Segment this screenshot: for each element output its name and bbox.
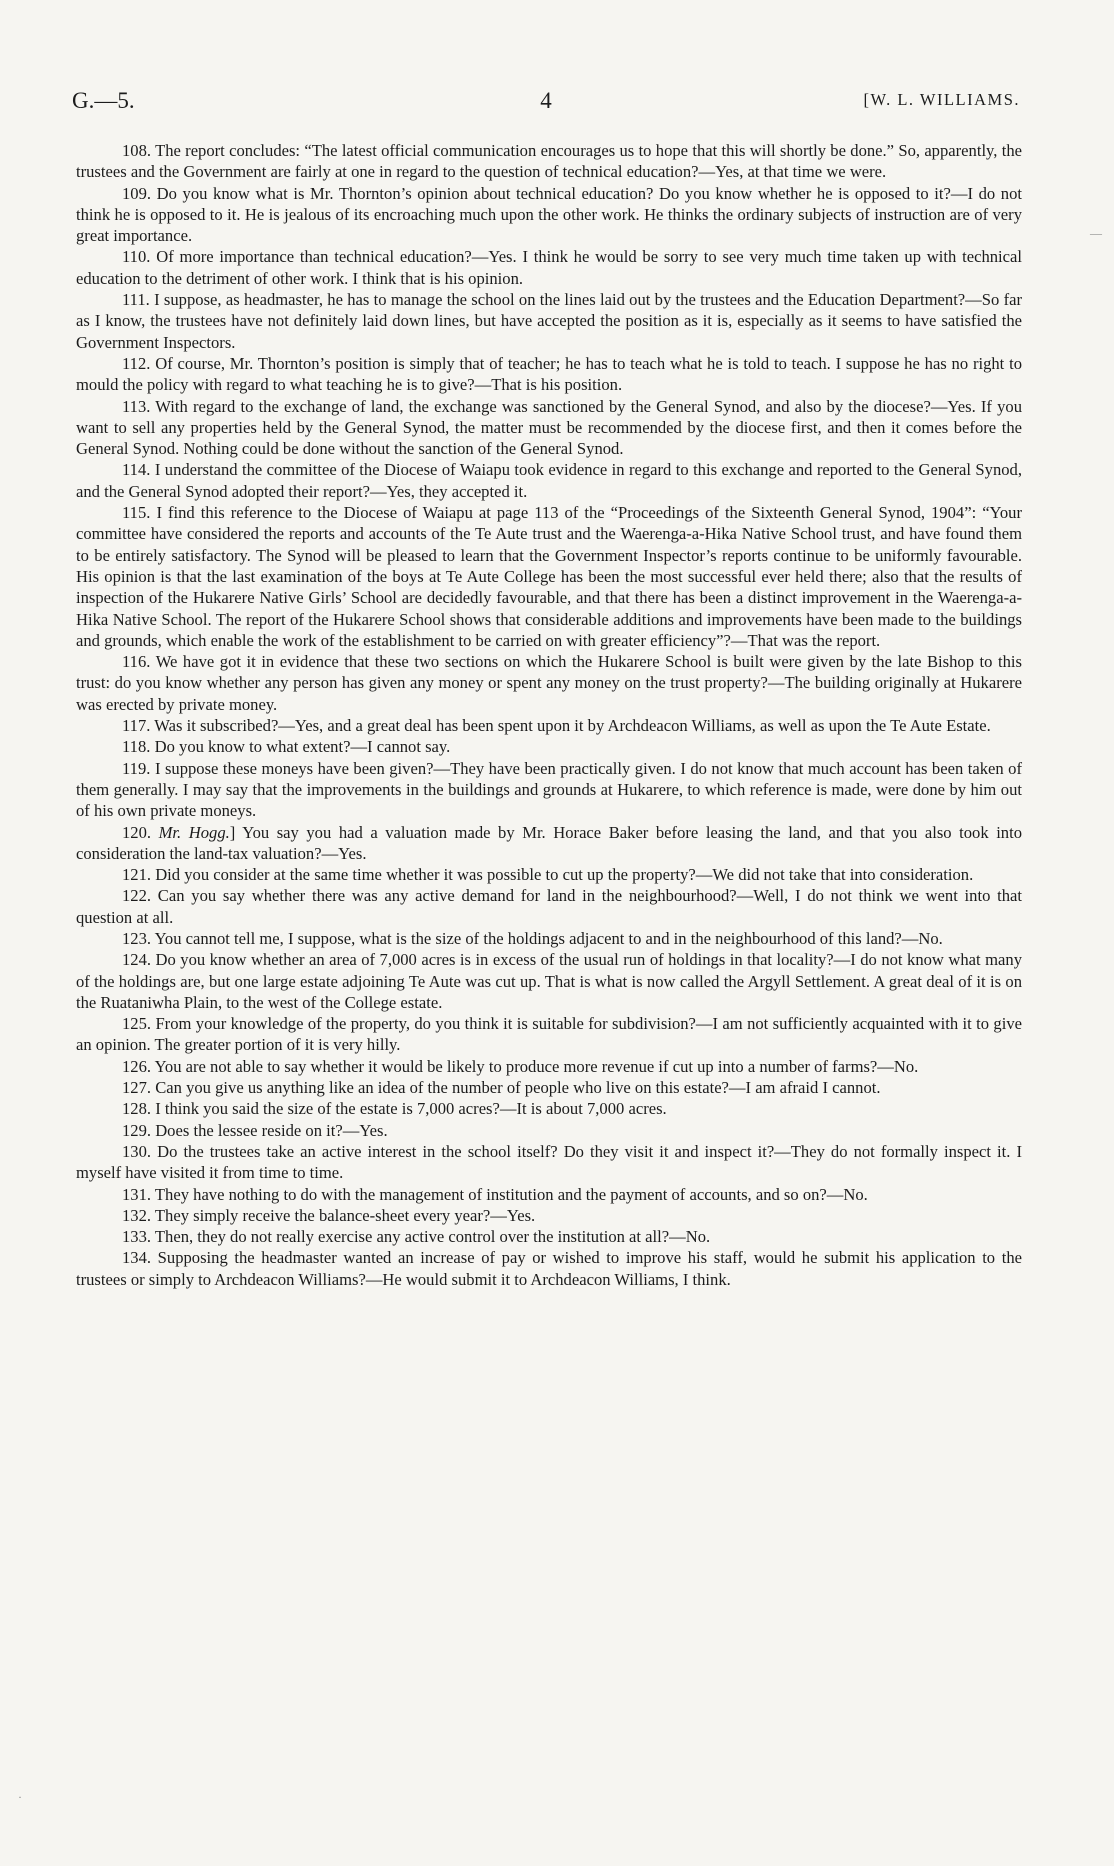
question-number: 133.: [122, 1227, 152, 1247]
paragraph-text: Supposing the headmaster wanted an increase of pay or wished to improve his staff, would he submit his application to the trustees or simply to Archdeacon Williams?—He would submit it to Archdeacon Williams, I think.: [76, 1248, 1022, 1289]
paragraph: [76, 353, 1022, 396]
paragraph: [76, 715, 1022, 736]
question-number: 124.: [122, 950, 152, 970]
paragraph-text: They simply receive the balance-sheet every year?—Yes.: [154, 1205, 536, 1225]
paragraph: [76, 1141, 1022, 1184]
paragraph: [76, 1013, 1022, 1056]
paragraph: [76, 1226, 1022, 1247]
question-number: 116.: [122, 652, 151, 672]
paragraph-text: I understand the committee of the Diocese of Waiapu took evidence in regard to this exchange and reported to the General Synod, and the General Synod adopted their report?—Yes, they accepted it.: [76, 460, 1022, 501]
paragraph-text: Of course, Mr. Thornton’s position is simply that of teacher; he has to teach what he is told to teach. I suppose he has no right to mould the policy with regard to what teaching he is to give?—That is his position.: [76, 353, 1022, 395]
page-number: 4: [540, 88, 552, 113]
question-number: 117.: [122, 716, 151, 736]
paragraph-text: I suppose, as headmaster, he has to manage the school on the lines laid out by the trustees and the Education Department?—So far as I know, the trustees have not definitely laid down lines, but have accepted the position as it is, especially as it seems to have satisfied the Government Inspectors.: [76, 290, 1022, 352]
question-number: 129.: [122, 1120, 152, 1140]
paragraph-text: Do you know to what extent?—I cannot say.: [154, 737, 451, 757]
question-number: 125.: [122, 1014, 152, 1034]
paragraph: [76, 1205, 1022, 1226]
paragraph-text: Of more importance than technical education?—Yes. I think he would be sorry to see very much time taken up with technical education to the detriment of other work. I think that is his opinion.: [76, 247, 1022, 288]
paragraph-text: You are not able to say whether it would be likely to produce more revenue if cut up into a number of farms?—No.: [154, 1056, 919, 1076]
question-number: 114.: [122, 460, 151, 480]
question-number: 118.: [122, 737, 151, 757]
paragraph-text: Do the trustees take an active interest in the school itself? Do they visit it and inspect it?—They do not formally inspect it. I myself have visited it from time to time.: [76, 1141, 1022, 1183]
speaker-name: Mr. Hogg.: [158, 822, 230, 842]
paragraph: [76, 822, 1022, 865]
page-header: [72, 88, 1020, 118]
paragraph-text: The report concludes: “The latest official communication encourages us to hope that this will shortly be done.” So, apparently, the trustees and the Government are fairly at one in regard to the question of technical education?—Yes, at that time we were.: [76, 141, 1022, 182]
question-number: 123.: [122, 928, 152, 948]
paragraph: [76, 864, 1022, 885]
paragraph: [76, 651, 1022, 715]
question-number: 112.: [122, 353, 151, 373]
question-number: 130.: [122, 1141, 152, 1161]
paragraph: [76, 1056, 1022, 1077]
paragraph: [76, 140, 1022, 183]
paragraph-text: Did you consider at the same time whether it was possible to cut up the property?—We did not take that into consideration.: [155, 865, 974, 885]
paragraph: [76, 758, 1022, 822]
page-reference: G.—5.: [72, 88, 135, 113]
paragraph-text: Do you know whether an area of 7,000 acres is in excess of the usual run of holdings in that locality?—I do not know what many of the holdings are, but one large estate adjoining Te Aute was cut up. That is what is now called the Argyll Settlement. A great deal of it is on the Ruataniwha Plain, to the west of the College estate.: [76, 950, 1022, 1012]
paragraph-text: You cannot tell me, I suppose, what is the size of the holdings adjacent to and in the neighbourhood of this land?—No.: [154, 928, 943, 948]
paragraph-text: We have got it in evidence that these two sections on which the Hukarere School is built were given by the late Bishop to this trust: do you know whether any person has given any money or spent any money on the trust property?—The building originally at Hukarere was erected by private money.: [76, 652, 1022, 714]
question-number: 121.: [122, 865, 152, 885]
question-number: 126.: [122, 1056, 152, 1076]
question-number: 113.: [122, 396, 151, 416]
paragraph-text: Can you say whether there was any active demand for land in the neighbourhood?—Well, I do not think we went into that question at all.: [76, 886, 1022, 927]
paragraph-text: Does the lessee reside on it?—Yes.: [155, 1120, 388, 1140]
paragraph-text: I think you said the size of the estate is 7,000 acres?—It is about 7,000 acres.: [155, 1099, 667, 1119]
paragraph: [76, 1120, 1022, 1141]
question-number: 108.: [122, 141, 152, 160]
paragraph: [76, 289, 1022, 353]
paragraph: [76, 183, 1022, 247]
paragraph-text: From your knowledge of the property, do you think it is suitable for subdivision?—I am not sufficiently acquainted with it to give an opinion. The greater portion of it is very hilly.: [76, 1014, 1022, 1055]
question-number: 132.: [122, 1205, 152, 1225]
paragraph-text: Was it subscribed?—Yes, and a great deal has been spent upon it by Archdeacon Williams, as well as upon the Te Aute Estate.: [154, 716, 991, 736]
question-number: 128.: [122, 1099, 152, 1119]
paragraph-text: I suppose these moneys have been given?—They have been practically given. I do not know that much account has been taken of them generally. I may say that the improvements in the buildings and grounds at Hukarere, to which reference is made, were done by him out of his own private moneys.: [76, 758, 1022, 821]
question-number: 110.: [122, 247, 151, 267]
question-number: 131.: [122, 1184, 152, 1204]
evidence-text: [76, 140, 1022, 1290]
witness-name: [W. L. WILLIAMS.: [863, 90, 1020, 109]
paragraph-text: They have nothing to do with the management of institution and the payment of accounts, and so on?—No.: [154, 1184, 868, 1204]
paragraph: [76, 246, 1022, 289]
paragraph-text: Then, they do not really exercise any active control over the institution at all?—No.: [154, 1227, 711, 1247]
question-number: 119.: [122, 758, 151, 778]
question-number: 120.: [122, 822, 152, 842]
question-number: 122.: [122, 886, 152, 906]
paragraph-text: With regard to the exchange of land, the exchange was sanctioned by the General Synod, and also by the diocese?—Yes. If you want to sell any properties held by the General Synod, the matter must be recommended by the diocese first, and then it comes before the General Synod. Nothing could be done without the sanction of the General Synod.: [76, 396, 1022, 459]
question-number: 115.: [122, 503, 151, 523]
paragraph: [76, 1184, 1022, 1205]
paragraph: [76, 885, 1022, 928]
paragraph: [76, 736, 1022, 757]
paragraph: [76, 1098, 1022, 1119]
paragraph-text: I find this reference to the Diocese of Waiapu at page 113 of the “Proceedings of the Sixteenth General Synod, 1904”: “Your committee have considered the reports and accounts of the Te Aute trust and the Waerenga-a-Hika Native School trust, and have found them to be entirely satisfactory. The Synod will be pleased to learn that the Government Inspector’s reports continue to be uniformly favourable. His opinion is that the last examination of the boys at Te Aute College has been the most successful ever held there; also that the results of inspection of the Hukarere Native Girls’ School are decidedly favourable, and that there has been a distinct improvement in the Waerenga-a-Hika Native School. The report of the Hukarere School shows that considerable additions and improvements have been made to the buildings and grounds, which enable the work of the establishment to be carried on with greater efficiency”?—That was the report.: [76, 503, 1022, 650]
paragraph: [76, 396, 1022, 460]
question-number: 127.: [122, 1078, 152, 1098]
margin-mark: ·: [18, 1790, 22, 1804]
paragraph: [76, 1077, 1022, 1098]
paragraph: [76, 502, 1022, 651]
question-number: 109.: [122, 183, 152, 203]
margin-mark: —: [1090, 226, 1102, 240]
paragraph: [76, 1247, 1022, 1290]
question-number: 111.: [122, 290, 150, 310]
paragraph-text: Can you give us anything like an idea of the number of people who live on this estate?—I am afraid I cannot.: [155, 1078, 881, 1098]
paragraph-text: ] You say you had a valuation made by Mr. Horace Baker before leasing the land, and that you also took into consideration the land-tax valuation?—Yes.: [76, 822, 1023, 863]
question-number: 134.: [122, 1248, 152, 1268]
paragraph-text: Do you know what is Mr. Thornton’s opinion about technical education? Do you know whether he is opposed to it?—I do not think he is opposed to it. He is jealous of its encroaching much upon the other work. He thinks the ordinary subjects of instruction are of very great importance.: [76, 183, 1022, 246]
paragraph: [76, 949, 1022, 1013]
paragraph: [76, 928, 1022, 949]
paragraph: [76, 459, 1022, 502]
